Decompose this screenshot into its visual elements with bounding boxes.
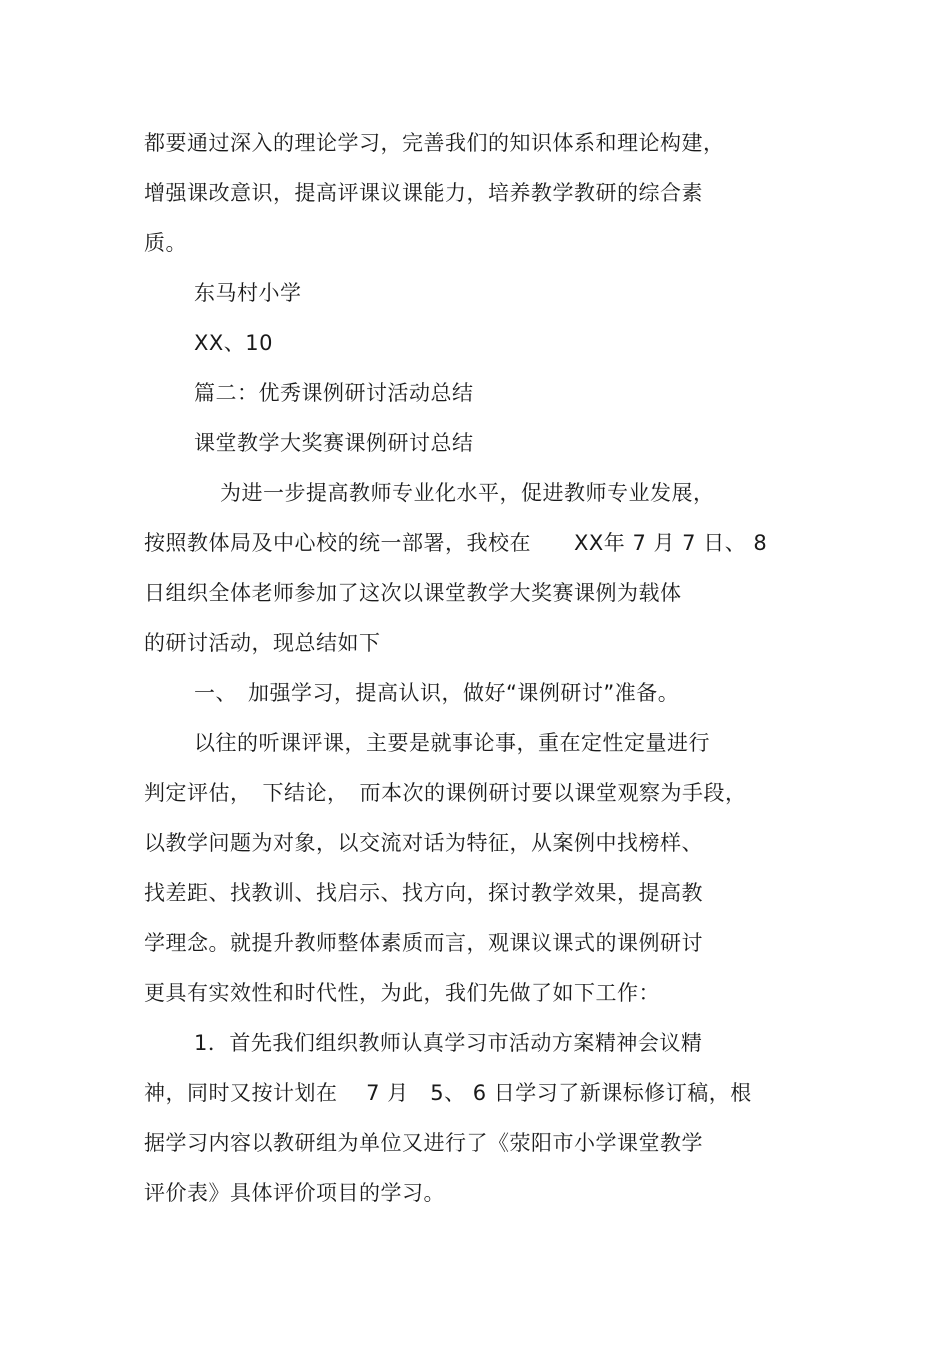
paragraph-line: 增强课改意识，提高评课议课能力，培养教学教研的综合素 (144, 181, 703, 205)
paragraph-line: 以教学问题为对象，以交流对话为特征，从案例中找榜样、 (144, 831, 703, 855)
paragraph-line: 学理念。就提升教师整体素质而言，观课议课式的课例研讨 (144, 931, 703, 955)
paragraph-line: 找差距、找教训、找启示、找方向，探讨教学效果，提高教 (144, 881, 703, 905)
paragraph-line: 据学习内容以教研组为单位又进行了《荥阳市小学课堂教学 (144, 1131, 703, 1155)
paragraph-line: 判定评估， 下结论， 而本次的课例研讨要以课堂观察为手段， (144, 781, 747, 805)
section-title: 篇二：优秀课例研讨活动总结 (194, 381, 474, 405)
paragraph-line: 以往的听课评课，主要是就事论事，重在定性定量进行 (194, 731, 710, 755)
paragraph-line: 都要通过深入的理论学习，完善我们的知识体系和理论构建， (144, 131, 725, 155)
paragraph-line: 神，同时又按计划在 7 月 5、 6 日学习了新课标修订稿，根 (144, 1081, 752, 1105)
section-heading: 一、 加强学习，提高认识，做好“课例研讨”准备。 (194, 681, 680, 705)
paragraph-line: 的研讨活动，现总结如下 (144, 631, 381, 655)
school-name: 东马村小学 (194, 281, 302, 305)
paragraph-line: 评价表》具体评价项目的学习。 (144, 1181, 445, 1205)
paragraph-line: 按照教体局及中心校的统一部署，我校在 XX年 7 月 7 日、 8 (144, 531, 768, 555)
paragraph-line: 日组织全体老师参加了这次以课堂教学大奖赛课例为载体 (144, 581, 682, 605)
list-item-line: 1．首先我们组织教师认真学习市活动方案精神会议精 (194, 1031, 703, 1055)
paragraph-line: 更具有实效性和时代性，为此，我们先做了如下工作： (144, 981, 660, 1005)
date-line: XX、10 (194, 331, 273, 355)
paragraph-line: 质。 (144, 231, 187, 255)
document-title: 课堂教学大奖赛课例研讨总结 (194, 431, 474, 455)
paragraph-line: 为进一步提高教师专业化水平，促进教师专业发展， (220, 481, 715, 505)
